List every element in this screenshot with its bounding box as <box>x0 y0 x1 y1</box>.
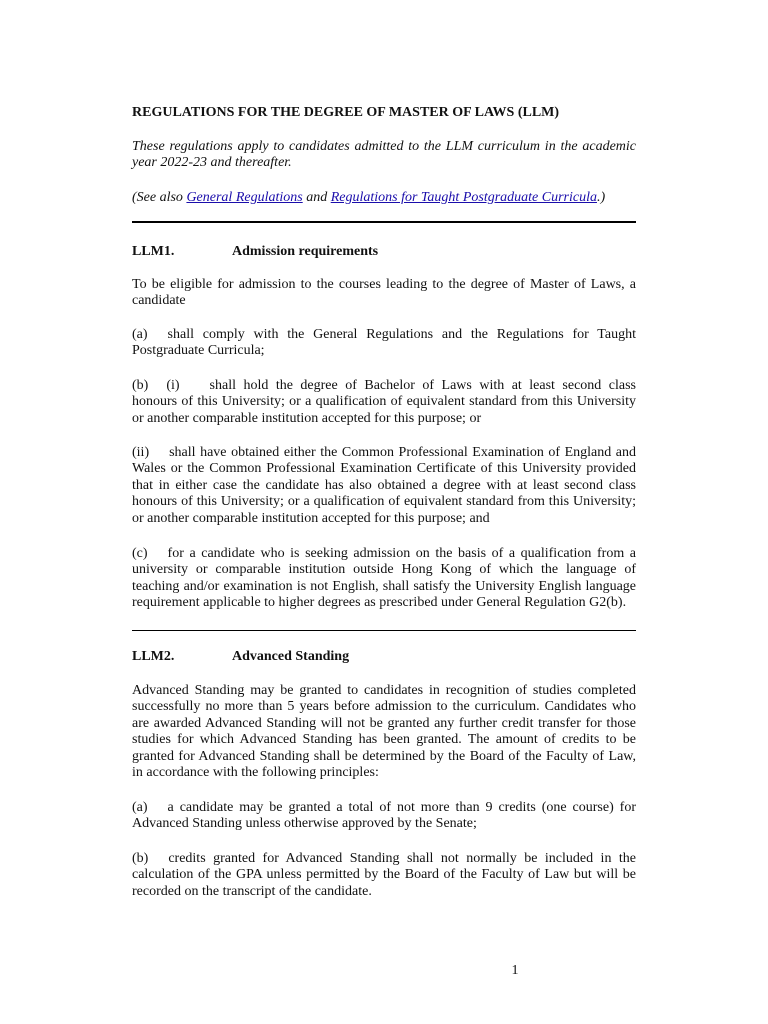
general-regulations-link[interactable]: General Regulations <box>186 190 303 205</box>
llm2-lead: Advanced Standing may be granted to candidates in recognition of studies completed successfully no more than 5 years before admission to the curriculum. Candidates who are awarded Advanced Standing will not be granted any further credit transfer for those studies for which Advanced Standing has been granted. The amount of credits to be granted for Advanced Standing shall be determined by the Board of the Faculty of Law, in accordance with the following principles: <box>132 683 636 781</box>
llm2-title: Advanced Standing <box>232 649 350 664</box>
llm2-number: LLM2. <box>132 649 175 664</box>
llm1-bii-label: (ii) <box>132 445 150 460</box>
llm2-item-b <box>132 851 636 900</box>
see-also-suffix: .) <box>596 190 606 205</box>
llm1-bi-label: (i) <box>166 378 180 393</box>
document-title: REGULATIONS FOR THE DEGREE OF MASTER OF LAWS (LLM) <box>132 105 560 120</box>
llm1-item-b-ii <box>132 445 636 527</box>
tpg-regulations-link[interactable]: Regulations for Taught Postgraduate Curricula <box>330 190 597 205</box>
llm2-item-a <box>132 800 636 833</box>
llm1-item-c <box>132 546 636 612</box>
llm2-heading <box>132 649 349 665</box>
llm1-bi-text: shall hold the degree of Bachelor of Laws with at least second class honours of this University; or a qualification of equivalent standard from this University or another comparable institution accepted for this purpose; or <box>132 378 636 426</box>
llm1-b-label: (b) <box>132 378 149 393</box>
llm1-number: LLM1. <box>132 244 175 259</box>
llm1-item-a <box>132 327 636 360</box>
intro-note: These regulations apply to candidates admitted to the LLM curriculum in the academic year 2022-23 and thereafter. <box>132 139 636 171</box>
llm1-c-text: for a candidate who is seeking admission on the basis of a qualification from a university or comparable institution outside Hong Kong of which the language of teaching and/or examination is not English, shall satisfy the University English language requirement applicable to higher degrees as prescribed under General Regulation G2(b). <box>132 546 636 611</box>
llm1-c-label: (c) <box>132 546 148 561</box>
llm2-b-label: (b) <box>132 851 149 866</box>
llm1-a-label: (a) <box>132 327 148 342</box>
llm1-title: Admission requirements <box>232 244 379 259</box>
page-number: 1 <box>511 963 519 978</box>
llm1-bii-text: shall have obtained either the Common Professional Examination of England and Wales or the Common Professional Examination Certificate of this University provided that in either case the candidate has also obtained a degree with at least second class honours of this University; or a qualification of equivalent standard from this University; or another comparable institution accepted for this purpose; and <box>132 445 636 526</box>
llm1-item-b-i <box>132 378 636 427</box>
llm2-b-text: credits granted for Advanced Standing shall not normally be included in the calculation of the GPA unless permitted by the Board of the Faculty of Law but will be recorded on the transcript of the candidate. <box>132 851 636 899</box>
see-also-prefix: (See also <box>132 190 187 205</box>
section-divider-thick <box>132 221 636 223</box>
llm2-a-label: (a) <box>132 800 148 815</box>
llm1-heading <box>132 244 378 260</box>
section-divider-thin <box>132 630 636 631</box>
llm1-a-text: shall comply with the General Regulations and the Regulations for Taught Postgraduate Curricula; <box>132 327 636 359</box>
llm2-a-text: a candidate may be granted a total of not more than 9 credits (one course) for Advanced Standing unless otherwise approved by the Senate; <box>132 800 636 832</box>
see-also-middle: and <box>302 190 331 205</box>
see-also-note <box>132 190 636 206</box>
llm1-lead: To be eligible for admission to the courses leading to the degree of Master of Laws, a candidate <box>132 277 636 309</box>
